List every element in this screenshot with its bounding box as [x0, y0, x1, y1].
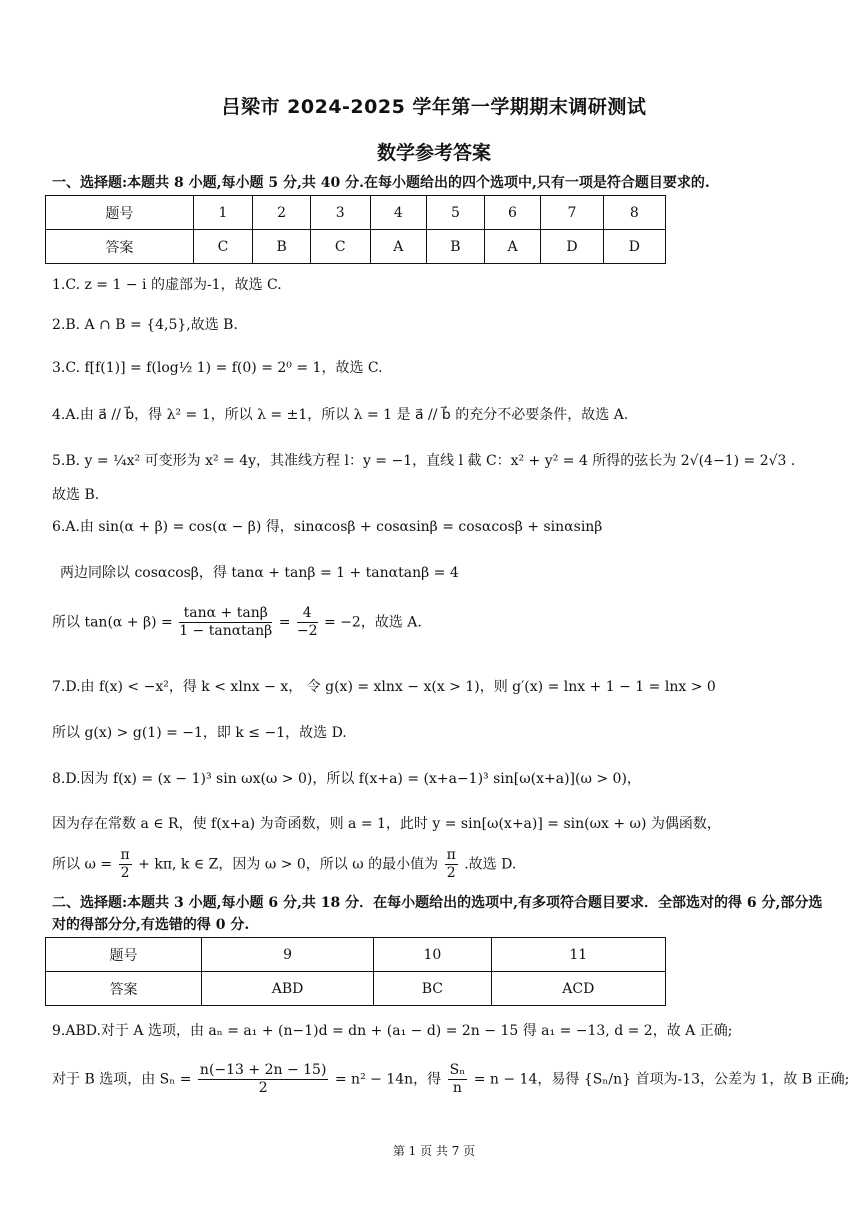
answer-table-1 — [45, 195, 666, 264]
question-number: 8 — [603, 196, 665, 230]
solution-6-line1: 6.A.由 sin(α + β) = cos(α − β) 得，sinαcosβ + cosαsinβ = cosαcosβ + sinαsinβ — [52, 519, 603, 535]
table-row — [46, 196, 666, 230]
answer-cell: B — [427, 230, 485, 264]
solution-8-line1: 8.D.因为 f(x) = (x − 1)³ sin ωx(ω > 0)，所以 f(x+a) = (x+a−1)³ sin[ω(x+a)](ω > 0)， — [52, 771, 641, 787]
question-number: 10 — [374, 938, 491, 972]
row-label: 题号 — [46, 196, 194, 230]
solution-7-line1: 7.D.由 f(x) < −x²，得 k < xlnx − x， 令 g(x) = xlnx − x(x > 1)，则 g′(x) = lnx + 1 − 1 = lnx > 0 — [52, 679, 716, 695]
question-number: 6 — [484, 196, 541, 230]
denominator: n — [452, 1080, 462, 1096]
answer-cell: BC — [374, 972, 491, 1006]
fraction — [119, 847, 132, 882]
numerator: tanα + tanβ — [179, 605, 272, 623]
solution-8-line2: 因为存在常数 a ∈ R，使 f(x+a) 为奇函数，则 a = 1，此时 y = sin[ω(x+a)] = sin(ωx + ω) 为偶函数， — [52, 816, 721, 832]
question-number: 2 — [253, 196, 311, 230]
solution-9-line1: 9.ABD.对于 A 选项，由 aₙ = a₁ + (n−1)d = dn + (a₁ − d) = 2n − 15 得 a₁ = −13, d = 2，故 A 正确; — [52, 1023, 733, 1039]
solution-2: 2.B. A ∩ B = {4,5},故选 B. — [52, 317, 238, 333]
answer-cell: ABD — [202, 972, 374, 1006]
text: 首项为-13，公差为 1，故 B 正确; — [635, 1071, 850, 1088]
sequence-notation: {Sₙ/n} — [583, 1071, 632, 1088]
solution-3: 3.C. f[f(1)] = f(log½ 1) = f(0) = 2⁰ = 1，故选 C. — [52, 360, 383, 376]
question-number: 5 — [427, 196, 485, 230]
solution-1: 1.C. z = 1 − i 的虚部为-1，故选 C. — [52, 277, 282, 293]
solution-7-line2: 所以 g(x) > g(1) = −1，即 k ≤ −1，故选 D. — [52, 725, 347, 741]
fraction — [198, 1062, 329, 1097]
section2-heading: 二、选择题:本题共 3 小题,每小题 6 分,共 18 分．在每小题给出的选项中,有多项符合题目要求．全部选对的得 6 分,部分选对的得部分分,有选错的得 0 分. — [52, 895, 823, 933]
fraction — [448, 1062, 468, 1097]
answer-cell: A — [370, 230, 427, 264]
answer-cell: D — [603, 230, 665, 264]
question-number: 4 — [370, 196, 427, 230]
denominator: 1 − tanαtanβ — [179, 623, 273, 639]
text: = −2，故选 A. — [324, 614, 422, 631]
table-row — [46, 230, 666, 264]
page-title: 吕梁市 2024-2025 学年第一学期期末调研测试 — [221, 96, 647, 118]
row-label: 题号 — [46, 938, 202, 972]
page-subtitle: 数学参考答案 — [376, 142, 491, 164]
row-label: 答案 — [46, 972, 202, 1006]
solution-6-line2: 两边同除以 cosαcosβ，得 tanα + tanβ = 1 + tanαtanβ = 4 — [60, 565, 459, 581]
text: .故选 D. — [464, 856, 517, 873]
fraction — [179, 605, 272, 640]
text: = — [278, 614, 291, 631]
numerator: n(−13 + 2n − 15) — [199, 1062, 327, 1078]
numerator: π — [446, 847, 456, 863]
fraction — [445, 847, 458, 882]
solution-4: 4.A.由 a⃗ // b⃗，得 λ² = 1，所以 λ = ±1，所以 λ = 1 是 a⃗ // b⃗ 的充分不必要条件，故选 A. — [52, 407, 629, 423]
page-number: 第 1 页 共 7 页 — [392, 1144, 476, 1158]
row-label: 答案 — [46, 230, 194, 264]
solution-5-line1: 5.B. y = ¼x² 可变形为 x² = 4y，其准线方程 l：y = −1，直线 l 截 C：x² + y² = 4 所得的弦长为 2√(4−1) = 2√3 . — [52, 453, 796, 469]
question-number: 1 — [193, 196, 253, 230]
numerator: π — [120, 847, 130, 863]
denominator: 2 — [120, 865, 130, 881]
text: 所以 tan(α + β) = — [52, 614, 173, 631]
question-number: 3 — [310, 196, 370, 230]
denominator: 2 — [446, 865, 456, 881]
text: = n − 14，易得 — [473, 1071, 580, 1088]
answer-cell: A — [484, 230, 541, 264]
solution-5-line2: 故选 B. — [52, 487, 100, 503]
text: = n² − 14n，得 — [334, 1071, 442, 1088]
solution-8-line3 — [52, 847, 832, 882]
question-number: 9 — [202, 938, 374, 972]
answer-cell: C — [310, 230, 370, 264]
question-number: 11 — [491, 938, 665, 972]
answer-cell: C — [193, 230, 253, 264]
text: 对于 B 选项，由 Sₙ = — [52, 1071, 192, 1088]
answer-cell: B — [253, 230, 311, 264]
question-number: 7 — [541, 196, 603, 230]
fraction — [297, 605, 318, 640]
section1-heading: 一、选择题:本题共 8 小题,每小题 5 分,共 40 分.在每小题给出的四个选项中,只有一项是符合题目要求的. — [52, 175, 710, 191]
text: + kπ, k ∈ Z，因为 ω > 0，所以 ω 的最小值为 — [138, 856, 439, 873]
numerator: 4 — [297, 605, 318, 623]
answer-cell: ACD — [491, 972, 665, 1006]
text: 所以 ω = — [52, 856, 113, 873]
denominator: −2 — [296, 623, 318, 639]
solution-6-line3 — [52, 605, 832, 640]
table-row — [46, 972, 666, 1006]
numerator: Sₙ — [449, 1062, 466, 1078]
answer-table-2 — [45, 937, 666, 1006]
answer-cell: D — [541, 230, 603, 264]
table-row — [46, 938, 666, 972]
solution-9-line2 — [52, 1062, 850, 1097]
denominator: 2 — [258, 1080, 268, 1096]
